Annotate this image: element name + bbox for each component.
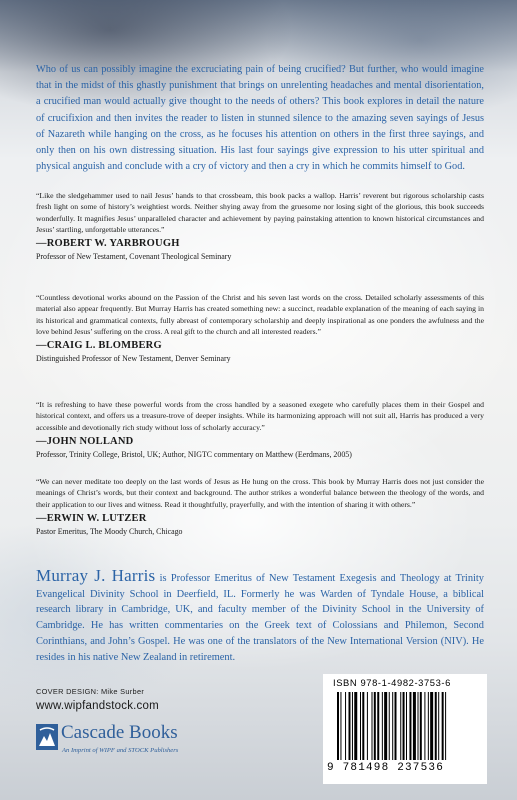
publisher-url: www.wipfandstock.com (36, 700, 159, 712)
author-bio (36, 568, 484, 665)
endorser-name: —JOHN NOLLAND (36, 435, 134, 447)
author-bio-text: is Professor Emeritus of New Testament Exegesis and Theology at Trinity Evangelical Divinity School in Deerfield, IL. Formerly he was Warden of Tyndale House, a biblical research library in Cambridge, UK, and faculty member of the Divinity School in the University of Cambridge. He has written commentaries on the Greek text of Colossians and Philemon, Second Corinthians, and John’s Gospel. He was one of the translators of the New International Version (NIV). He resides in his native New Zealand in retirement. (36, 573, 484, 663)
endorser-title: Distinguished Professor of New Testament, Denver Seminary (36, 354, 231, 364)
isbn-barcode (323, 674, 487, 784)
endorser-name: —CRAIG L. BLOMBERG (36, 340, 162, 352)
barcode-number: 9 781498 237536 (327, 762, 445, 774)
endorser-name: —ROBERT W. YARBROUGH (36, 238, 180, 250)
publisher-tagline: An Imprint of WIPF and STOCK Publishers (62, 747, 179, 754)
cascade-logo-icon (36, 724, 58, 750)
publisher-name: Cascade Books (61, 722, 178, 743)
cover-design-credit: COVER DESIGN: Mike Surber (36, 687, 145, 696)
endorsement-3 (36, 399, 484, 460)
isbn-label: ISBN 978-1-4982-3753-6 (333, 677, 451, 688)
author-name: Murray J. Harris (36, 566, 156, 585)
endorsement-4 (36, 476, 484, 537)
endorser-title: Professor of New Testament, Covenant Theological Seminary (36, 252, 232, 262)
endorsement-quote: “Like the sledgehammer used to nail Jesus’ hands to that crossbeam, this book packs a wallop. Harris’ reverent but rigorous scholarship casts fresh light on some of history’s weightiest words. Neither shying away from the gruesome nor losing sight of the glorious, this book succeeds wonderfully. It magnifies Jesus’ unparalleled character and achievement by paying painstaking attention to known historical circumstances and Jesus’ startling, unforgettable utterances.” (36, 191, 484, 234)
endorser-title: Pastor Emeritus, The Moody Church, Chicago (36, 526, 183, 536)
endorser-title: Professor, Trinity College, Bristol, UK; Author, NIGTC commentary on Matthew (Eerdmans, 2005) (36, 449, 352, 459)
endorsement-quote: “Countless devotional works abound on the Passion of the Christ and his seven last words on the cross. Detailed scholarly assessments of this material also appear frequently. But Murray Harris has created something new: a succinct, readable explanation of the meaning of each saying in its historical and grammatical contexts, fully abreast of contemporary scholarship and deeply inspirational as one ponders the awfulness and the love behind Jesus’ suffering on the cross. A real gift to the church and all interested readers.” (36, 293, 484, 336)
endorsement-quote: “It is refreshing to have these powerful words from the cross handled by a seasoned exegete who carefully places them in their Gospel and historical context, and offers us a treasure-trove of deeper insights. While its harmonizing approach will not suit all, Harris has produced a very accessible and devotionally rich study without loss of scholarly accuracy.” (36, 400, 484, 432)
endorsement-2 (36, 292, 484, 364)
book-blurb: Who of us can possibly imagine the excruciating pain of being crucified? But further, who would imagine that in the midst of this ghastly punishment that brings on unrelenting headaches and mental disorientation, a crucified man would actually give thought to the needs of others? This book explores in detail the nature of crucifixion and then invites the reader to listen in stunned silence to the amazing seven sayings of Jesus of Nazareth while hanging on the cross, as he focuses his attention on others in the first three sayings, and only then on his own distressing situation. His last four sayings give expression to his utter spiritual and physical anguish and conclude with a cry of victory and then a cry in which he commits himself to God. (36, 64, 484, 173)
endorsement-1 (36, 190, 484, 262)
barcode-icon (337, 692, 483, 767)
endorsement-quote: “We can never meditate too deeply on the last words of Jesus as He hung on the cross. This book by Murray Harris does not just consider the meanings of Christ’s words, but their context and background. The author strikes a wonderful balance between the theology of the words, and their application to our lives and witness. Read it thoughtfully, prayerfully, and with the intention of sharing it with others.” (36, 477, 484, 509)
publisher-logo (36, 722, 256, 766)
endorser-name: —ERWIN W. LUTZER (36, 512, 147, 524)
